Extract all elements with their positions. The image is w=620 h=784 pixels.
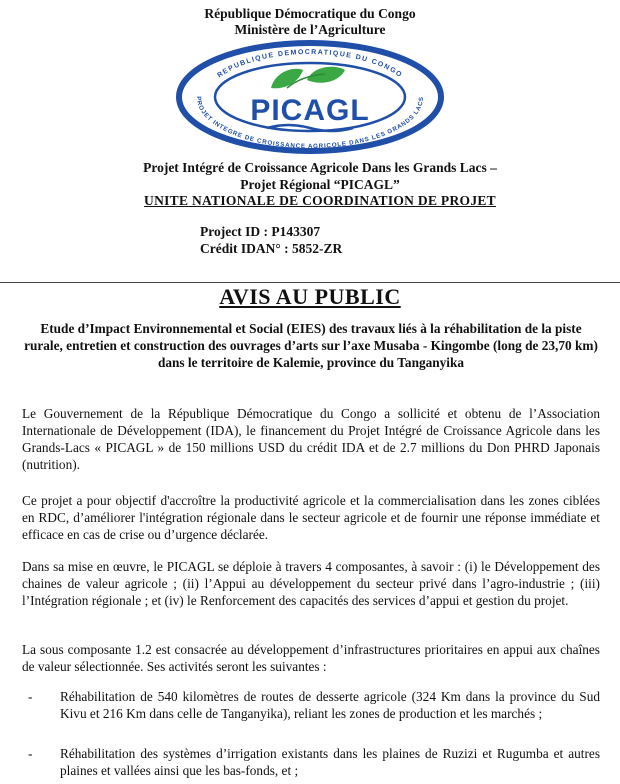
coordination-unit: UNITE NATIONALE DE COORDINATION DE PROJET [144,193,496,208]
project-id: Project ID : P143307 [200,224,321,239]
picagl-logo [175,40,445,155]
paragraph: Le Gouvernement de la République Démocratique du Congo a sollicité et obtenu de l’Association Internationale de Développement (IDA), le financement du Projet Intégré de Croissance Agricole dans les Grands-Lacs « PICAGL » de 150 millions USD du crédit IDA et de 2.7 millions du Don PHRD Japonais (nutrition). [22,406,600,472]
project-name-line2: Projet Régional “PICAGL” [240,177,400,192]
list-item-text: Réhabilitation de 540 kilomètres de routes de desserte agricole (324 Km dans la province du Sud Kivu et 216 Km dans celle de Tanganyika), reliant les zones de production et les marchés ; [60,689,600,721]
logo-arc-top: REPUBLIQUE DEMOCRATIQUE DU CONGO [216,48,404,80]
paragraph: Ce projet a pour objectif d'accroître la productivité agricole et la commercialisation dans les zones ciblées en RDC, d’améliorer l'intégration régionale dans le secteur agricole et de fournir une réponse immédiate et efficace en cas de crise ou d’urgence déclarée. [22,493,600,542]
republic-heading: République Démocratique du Congo [204,6,416,21]
leaf-icon [271,67,345,88]
ministry-heading: Ministère de l’Agriculture [234,22,386,37]
logo-wordmark: PICAGL [250,94,370,127]
divider [0,282,620,283]
bullet-dash: - [28,689,33,704]
paragraph: Dans sa mise en œuvre, le PICAGL se déploie à travers 4 composantes, à savoir : (i) le Développement des chaines de valeur agricole ; (ii) l’Appui au développement du secteur privé dans l’agro-industrie ; (iii) l’Intégration régionale ; et (iv) le Renforcement des capacités des services d’appui et gestion du projet. [22,559,600,608]
paragraph: La sous composante 1.2 est consacrée au développement d’infrastructures prioritaires en appui aux chaînes de valeur sélectionnée. Ses activités seront les suivantes : [22,642,600,674]
credit-number: Crédit IDAN° : 5852-ZR [200,241,343,256]
notice-subtitle: Etude d’Impact Environnemental et Social (EIES) des travaux liés à la réhabilitation de la piste rurale, entretien et construction des ouvrages d’arts sur l’axe Musaba - Kingombe (long de 23,70 km) dans le territoire de Kalemie, province du Tanganyika [24,321,598,370]
notice-title: AVIS AU PUBLIC [219,284,401,309]
bullet-dash: - [28,746,33,761]
list-item-text: Réhabilitation des systèmes d’irrigation existants dans les plaines de Ruzizi et Rugumba et autres plaines et vallées ainsi que les bas-fonds, et ; [60,746,600,778]
logo-arc-bottom: PROJET INTEGRE DE CROISSANCE AGRICOLE DANS LES GRANDS LACS [194,96,426,151]
project-name-line1: Projet Intégré de Croissance Agricole Dans les Grands Lacs – [143,160,497,175]
